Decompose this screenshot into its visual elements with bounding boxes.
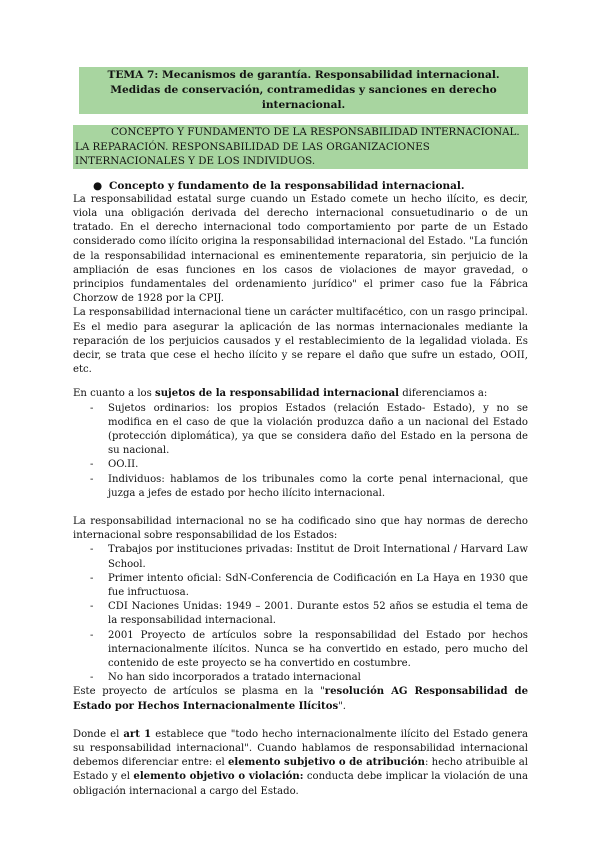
art1-bold-1: art 1 [123, 728, 152, 740]
art1-text-2: establece que "todo hecho internacionalmente ilícito del Estado genera su responsabilidad internacional". Cuando hablamos de responsabilidad internacional debemos diferenciar entre: el [73, 728, 528, 769]
list-item: - No han sido incorporados a tratado internacional [73, 671, 528, 685]
paragraph-definition: La responsabilidad estatal surge cuando un Estado comete un hecho ilícito, es decir, viola una obligación derivada del derecho internacional consuetudinario o de un tratado. En el derecho internacional todo comportamiento por parte de un Estado considerado como ilícito origina la responsabilidad internacional del Estado. "La función de la responsabilidad internacional es eminentemente reparatoria, sin perjuicio de la ampliación de esas funciones en los casos de violaciones de mayor gravedad, o principios fundamentales del ordenamiento jurídico" el primer caso fue la Fábrica Chorzow de 1928 por la CPIJ. [73, 193, 528, 305]
art1-bold-2: elemento subjetivo o de atribución [228, 757, 425, 769]
paragraph-character: La responsabilidad internacional tiene un carácter multifacético, con un rasgo principal. Es el medio para asegurar la aplicación de las normas internacionales mediante la reparación de los perjuicios causados y el restablecimiento de la legalidad violada. Es decir, se trata que cese el hecho ilícito y se repare el daño que sufre un estado, OOII, etc. [73, 307, 528, 376]
section-heading [73, 179, 528, 193]
list-item: - Individuos: hablamos de los tribunales como la corte penal internacional, que juzga a jefes de estado por hecho ilícito internacional. [73, 473, 528, 501]
list-item: - CDI Naciones Unidas: 1949 – 2001. Durante estos 52 años se estudia el tema de la responsabilidad internacional. [73, 600, 528, 628]
list-item: - Trabajos por instituciones privadas: Institut de Droit International / Harvard Law School. [73, 543, 528, 571]
list-item: - Primer intento oficial: SdN-Conferencia de Codificación en La Haya en 1930 que fue infructuosa. [73, 572, 528, 600]
bullet-icon: ● [93, 179, 103, 192]
paragraph-art1 [73, 728, 528, 799]
resolucion-bold: resolución AG Responsabilidad de Estado por Hechos Internacionalmente Ilícitos [73, 686, 528, 712]
sujetos-post: diferenciamos a: [398, 388, 488, 400]
document-title: TEMA 7: Mecanismos de garantía. Responsabilidad internacional. Medidas de conservación, contramedidas y sanciones en derecho internacional. [79, 67, 528, 114]
sujetos-bold: sujetos de la responsabilidad internacional [155, 388, 399, 400]
art1-text-4: conducta debe implicar la violación de una obligación internacional a cargo del Estado. [73, 771, 528, 797]
paragraph-sujetos [73, 387, 528, 401]
sujetos-pre: En cuanto a los [73, 388, 156, 400]
art1-bold-3: elemento objetivo o violación: [133, 771, 304, 783]
list-item: - Sujetos ordinarios: los propios Estados (relación Estado- Estado), y no se modifica en el caso de que la violación produzca daño a un nacional del Estado (protección diplomática), ya que se considera daño del Estado en la persona de su nacional. [73, 402, 528, 459]
list-item: - OO.II. [73, 458, 528, 472]
list-item: - 2001 Proyecto de artículos sobre la responsabilidad del Estado por hechos internacionalmente ilícitos. Nunca se ha convertido en estado, pero mucho del contenido de este proyecto se ha convertido en costumbre. [73, 629, 528, 672]
art1-text-3: : hecho atribuible al Estado y el [73, 757, 528, 783]
sujetos-list [73, 402, 528, 501]
resolucion-post: ". [338, 700, 346, 712]
resolucion-pre: Este proyecto de artículos se plasma en la " [73, 686, 325, 698]
art1-text-1: Donde el [73, 728, 124, 740]
section-subtitle [73, 125, 528, 169]
paragraph-resolucion [73, 685, 528, 713]
codificacion-list [73, 543, 528, 685]
paragraph-codificacion: La responsabilidad internacional no se ha codificado sino que hay normas de derecho internacional sobre responsabilidad de los Estados: [73, 515, 528, 542]
document-page [73, 67, 528, 799]
subtitle-text: CONCEPTO Y FUNDAMENTO DE LA RESPONSABILIDAD INTERNACIONAL. LA REPARACIÓN. RESPONSABILIDAD DE LAS ORGANIZACIONES INTERNACIONALES Y DE LOS INDIVIDUOS. [75, 126, 520, 167]
section-heading-text: Concepto y fundamento de la responsabilidad internacional. [109, 179, 465, 192]
